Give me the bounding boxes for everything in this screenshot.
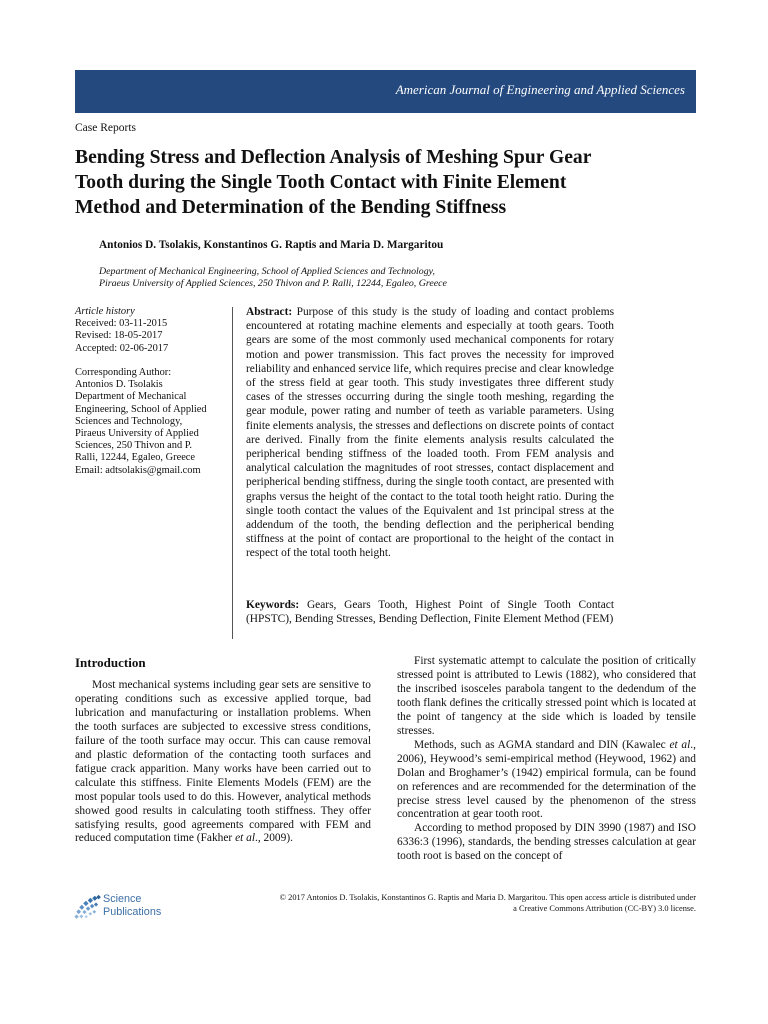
text-run: ., 2006), Heywood’s semi-empirical method (Heywood, 1962) and Dolan and Broghamer’s (1942) empirical formula, can be found on references and are recommended for the determination of the precise stress level caused by the phenomenon of the stress concentration at gear tooth root. xyxy=(397,738,696,821)
author-address-line: Piraeus University of Applied xyxy=(75,428,199,440)
journal-header-bar xyxy=(75,70,696,113)
section-type: Case Reports xyxy=(75,122,137,134)
journal-name: American Journal of Engineering and Applied Sciences xyxy=(395,82,685,97)
abstract xyxy=(246,305,614,561)
text-run: et al xyxy=(669,738,691,751)
publisher-logo-icon xyxy=(74,890,102,924)
author-address-line: Engineering, School of Applied xyxy=(75,403,207,415)
publisher-name-line: Publications xyxy=(103,905,162,918)
publisher-logo xyxy=(74,890,184,924)
article-title xyxy=(75,145,705,220)
author-list: Antonios D. Tsolakis, Konstantinos G. Raptis and Maria D. Margaritou xyxy=(99,239,444,251)
revised-date: Revised: 18-05-2017 xyxy=(75,330,163,342)
text-run: et al xyxy=(235,832,255,845)
body-column-right xyxy=(397,655,696,864)
spacer xyxy=(75,355,227,367)
corresponding-author-label: Corresponding Author: xyxy=(75,367,172,378)
paragraph xyxy=(397,655,696,739)
publisher-name-line: Science xyxy=(103,893,142,905)
author-address-line: Sciences, 250 Thivon and P. xyxy=(75,440,192,452)
license-line: a Creative Commons Attribution (CC-BY) 3.0 license. xyxy=(513,903,696,913)
author-address-line: Antonios D. Tsolakis xyxy=(75,379,163,391)
accepted-date: Accepted: 02-06-2017 xyxy=(75,342,169,354)
article-info-sidebar xyxy=(75,306,227,477)
paragraph xyxy=(397,739,696,823)
text-run: First systematic attempt to calculate the position of critically stressed point is attributed to Lewis (1882), who considered that the inscribed isosceles parabola tangent to the dedendum of the tooth flank defines the critically stressed point which is located at the point of tangency at the side which is loaded by tensile stresses. xyxy=(397,655,696,737)
affiliation xyxy=(99,266,447,290)
author-address-line: Department of Mechanical xyxy=(75,391,187,403)
title-line: Bending Stress and Deflection Analysis of Meshing Spur Gear xyxy=(75,147,592,168)
copyright-footer xyxy=(226,893,696,914)
keywords-label: Keywords: xyxy=(246,599,300,611)
text-run: Most mechanical systems including gear sets are sensitive to operating conditions such as excessive applied torque, bad lubrication and manufacturing or installation problems. When the tooth surfaces are subjected to excessive stress conditions, failure of the tooth surface may occur. This can cause removal and plastic deformation of the contacting tooth surfaces and fatigue crack apparition. Many works have been carried out to calculate this stiffness. Finite Elements Models (FEM) are the most popular tools used to do this. However, analytical methods showed good results in calculating tooth stiffness. They offer satisfying results, good agreements compared with FEM and reduced computation time (Fakher xyxy=(75,679,371,845)
title-line: Method and Determination of the Bending Stiffness xyxy=(75,197,507,218)
copyright-line: © 2017 Antonios D. Tsolakis, Konstantinos G. Raptis and Maria D. Margaritou. This open access article is distributed under xyxy=(279,893,696,902)
author-email: Email: adtsolakis@gmail.com xyxy=(75,464,201,476)
affiliation-line: Piraeus University of Applied Sciences, 250 Thivon and P. Ralli, 12244, Egaleo, Greece xyxy=(99,278,447,289)
introduction-heading: Introduction xyxy=(75,655,146,670)
keywords-text: Gears, Gears Tooth, Highest Point of Single Tooth Contact (HPSTC), Bending Stresses, Bending Deflection, Finite Element Method (FEM) xyxy=(246,599,614,626)
affiliation-line: Department of Mechanical Engineering, School of Applied Sciences and Technology, xyxy=(99,266,435,277)
author-address-line: Sciences and Technology, xyxy=(75,415,183,427)
body-column-left xyxy=(75,679,371,846)
text-run: ., 2009). xyxy=(255,832,293,845)
abstract-text: Purpose of this study is the study of loading and contact problems encountered at rotating machine elements and especially at tooth gears. Tooth gears are some of the most commonly used mechanical components for rotary motion and power transmission. This fact proves the necessity for improved reliability and enhanced service life, which requires precise and clear knowledge of the stress field at gear tooth. This study investigates three different study cases of the stresses occurring during the single tooth meshing, regarding the gear module, power rating and number of teeth as variable parameters. Using finite elements analysis, the stresses and deflections on discrete points of contact are derived. Finally from the finite elements analysis results calculated the peripherical bending stiffness of the loaded tooth. From FEM analysis and analytical calculation the magnitudes of root stresses, contact displacement and peripherical bending stiffness, during the single tooth contact, are presented with graphs versus the height of the contact to the total tooth height ratio. During the single tooth contact the values of the Equivalent and 1st principal stress at the addendum of the tooth, the bending deflection and the peripherical bending stiffness at the point of contact are proportional to the height of the contact in respect of the total tooth height. xyxy=(246,306,615,560)
received-date: Received: 03-11-2015 xyxy=(75,318,168,330)
article-history-label: Article history xyxy=(75,306,135,317)
text-run: Methods, such as AGMA standard and DIN (Kawalec xyxy=(414,738,670,751)
paragraph xyxy=(75,679,371,846)
sidebar-divider xyxy=(232,307,233,639)
abstract-label: Abstract: xyxy=(246,306,293,318)
paragraph xyxy=(397,822,696,864)
keywords xyxy=(246,598,614,626)
publisher-name xyxy=(103,893,161,918)
title-line: Tooth during the Single Tooth Contact with Finite Element xyxy=(75,172,567,193)
author-address-line: Ralli, 12244, Egaleo, Greece xyxy=(75,452,196,464)
text-run: According to method proposed by DIN 3990 (1987) and ISO 6336:3 (1996), standards, the bending stresses calculation at gear tooth root is based on the concept of xyxy=(397,822,696,863)
